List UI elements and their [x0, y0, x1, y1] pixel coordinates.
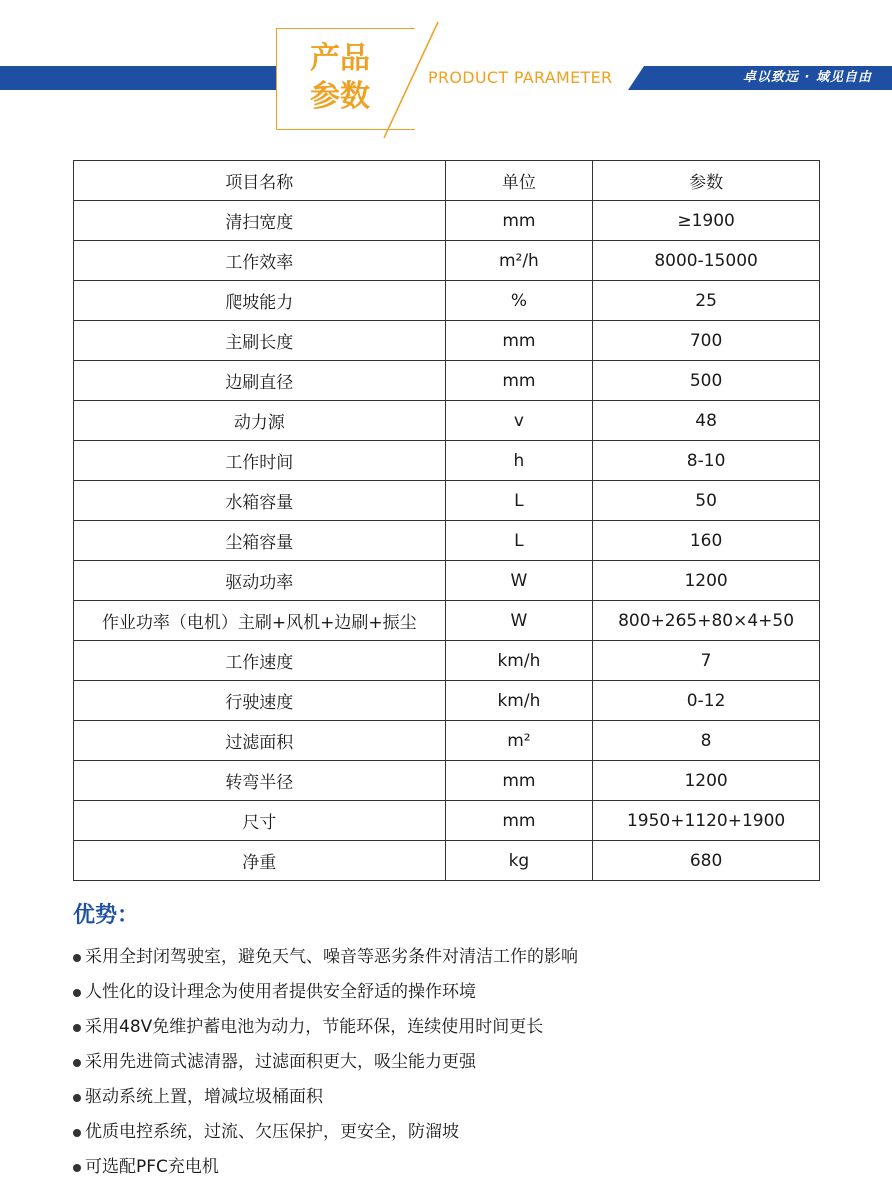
bullet-icon — [73, 954, 81, 962]
unit-cell: L — [445, 481, 593, 521]
value-cell: 8-10 — [593, 441, 820, 481]
list-item — [73, 1010, 578, 1045]
advantages-title: 优势： — [73, 903, 140, 928]
unit-cell: m² — [445, 721, 593, 761]
list-item-text: 采用全封闭驾驶室，避免天气、噪音等恶劣条件对清洁工作的影响 — [85, 947, 578, 967]
value-cell: 7 — [593, 641, 820, 681]
item-name-cell: 作业功率（电机）主刷+风机+边刷+振尘 — [74, 601, 446, 641]
bullet-icon — [73, 1024, 81, 1032]
table-row — [74, 761, 820, 801]
value-cell: 1200 — [593, 761, 820, 801]
table-row — [74, 561, 820, 601]
list-item-text: 驱动系统上置，增减垃圾桶面积 — [85, 1087, 323, 1107]
item-name-cell: 清扫宽度 — [74, 201, 446, 241]
value-cell: 500 — [593, 361, 820, 401]
page-title-english: PRODUCT PARAMETER — [428, 68, 613, 87]
bullet-icon — [73, 1094, 81, 1102]
value-cell: 25 — [593, 281, 820, 321]
value-cell: 680 — [593, 841, 820, 881]
table-row — [74, 521, 820, 561]
value-cell: 8000-15000 — [593, 241, 820, 281]
list-item — [73, 1045, 578, 1080]
header-cell: 项目名称 — [74, 161, 446, 201]
header-cell: 参数 — [593, 161, 820, 201]
page-title-line2: 参数 — [310, 79, 370, 114]
list-item — [73, 1150, 578, 1185]
unit-cell: h — [445, 441, 593, 481]
list-item — [73, 1115, 578, 1150]
table-row — [74, 801, 820, 841]
table-row — [74, 641, 820, 681]
table-row — [74, 601, 820, 641]
unit-cell: km/h — [445, 681, 593, 721]
item-name-cell: 驱动功率 — [74, 561, 446, 601]
table-row — [74, 201, 820, 241]
unit-cell: L — [445, 521, 593, 561]
item-name-cell: 净重 — [74, 841, 446, 881]
value-cell: ≥1900 — [593, 201, 820, 241]
bullet-icon — [73, 1164, 81, 1172]
unit-cell: mm — [445, 201, 593, 241]
table-row — [74, 281, 820, 321]
unit-cell: % — [445, 281, 593, 321]
unit-cell: km/h — [445, 641, 593, 681]
unit-cell: v — [445, 401, 593, 441]
value-cell: 50 — [593, 481, 820, 521]
value-cell: 1950+1120+1900 — [593, 801, 820, 841]
advantages-list — [73, 940, 578, 1185]
item-name-cell: 主刷长度 — [74, 321, 446, 361]
item-name-cell: 边刷直径 — [74, 361, 446, 401]
unit-cell: mm — [445, 321, 593, 361]
table-row — [74, 321, 820, 361]
item-name-cell: 工作时间 — [74, 441, 446, 481]
item-name-cell: 尺寸 — [74, 801, 446, 841]
bullet-icon — [73, 1059, 81, 1067]
unit-cell: W — [445, 601, 593, 641]
item-name-cell: 行驶速度 — [74, 681, 446, 721]
item-name-cell: 过滤面积 — [74, 721, 446, 761]
unit-cell: m²/h — [445, 241, 593, 281]
item-name-cell: 工作效率 — [74, 241, 446, 281]
value-cell: 48 — [593, 401, 820, 441]
header-cell: 单位 — [445, 161, 593, 201]
page-title — [300, 40, 380, 116]
list-item-text: 可选配PFC充电机 — [85, 1157, 219, 1177]
header-banner — [0, 0, 892, 140]
table-row — [74, 841, 820, 881]
list-item-text: 采用48V免维护蓄电池为动力，节能环保，连续使用时间更长 — [85, 1017, 544, 1037]
bullet-icon — [73, 989, 81, 997]
value-cell: 8 — [593, 721, 820, 761]
list-item — [73, 975, 578, 1010]
item-name-cell: 尘箱容量 — [74, 521, 446, 561]
value-cell: 800+265+80×4+50 — [593, 601, 820, 641]
list-item — [73, 940, 578, 975]
table-row — [74, 721, 820, 761]
item-name-cell: 转弯半径 — [74, 761, 446, 801]
slogan: 卓以致远 · 域见自由 — [743, 70, 872, 85]
page-title-line1: 产品 — [310, 41, 370, 76]
parameter-table — [73, 160, 820, 881]
table-header-row — [74, 161, 820, 201]
value-cell: 700 — [593, 321, 820, 361]
table-row — [74, 481, 820, 521]
item-name-cell: 爬坡能力 — [74, 281, 446, 321]
item-name-cell: 水箱容量 — [74, 481, 446, 521]
table-row — [74, 401, 820, 441]
unit-cell: mm — [445, 761, 593, 801]
table-row — [74, 241, 820, 281]
list-item — [73, 1080, 578, 1115]
unit-cell: mm — [445, 801, 593, 841]
value-cell: 1200 — [593, 561, 820, 601]
value-cell: 0-12 — [593, 681, 820, 721]
item-name-cell: 工作速度 — [74, 641, 446, 681]
value-cell: 160 — [593, 521, 820, 561]
list-item-text: 人性化的设计理念为使用者提供安全舒适的操作环境 — [85, 982, 476, 1002]
list-item-text: 优质电控系统，过流、欠压保护，更安全，防溜坡 — [85, 1122, 459, 1142]
item-name-cell: 动力源 — [74, 401, 446, 441]
list-item-text: 采用先进筒式滤清器，过滤面积更大，吸尘能力更强 — [85, 1052, 476, 1072]
table-row — [74, 361, 820, 401]
table-row — [74, 441, 820, 481]
bullet-icon — [73, 1129, 81, 1137]
unit-cell: kg — [445, 841, 593, 881]
unit-cell: mm — [445, 361, 593, 401]
table-row — [74, 681, 820, 721]
unit-cell: W — [445, 561, 593, 601]
